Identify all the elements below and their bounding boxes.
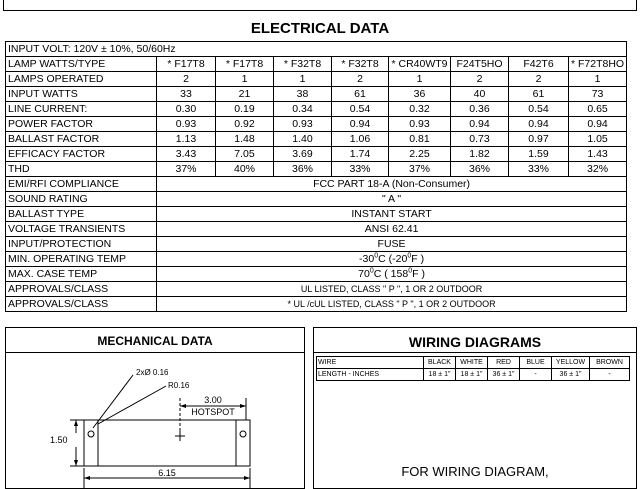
min-temp-row bbox=[6, 252, 627, 267]
row-value: 7.05 bbox=[216, 147, 274, 162]
row-value: 21 bbox=[216, 87, 274, 102]
wire-length: 18 ± 1" bbox=[424, 369, 456, 381]
mounting-hole-left bbox=[88, 431, 94, 437]
max-temp-value bbox=[157, 267, 627, 282]
row-value: 61 bbox=[332, 87, 389, 102]
wire-color: BROWN bbox=[590, 357, 630, 369]
row-value: 1.48 bbox=[216, 132, 274, 147]
spec-label: BALLAST TYPE bbox=[6, 207, 157, 222]
mechanical-drawing bbox=[6, 328, 304, 488]
row-value: 0.81 bbox=[389, 132, 451, 147]
spec-label: VOLTAGE TRANSIENTS bbox=[6, 222, 157, 237]
row-value: 1 bbox=[274, 72, 332, 87]
row-value: 0.97 bbox=[509, 132, 569, 147]
row-value: 40 bbox=[451, 87, 509, 102]
row-value: 0.30 bbox=[157, 102, 216, 117]
wire-color: YELLOW bbox=[552, 357, 590, 369]
spec-row bbox=[6, 237, 627, 252]
row-label: LAMPS OPERATED bbox=[6, 72, 157, 87]
temp-part: -30 bbox=[359, 252, 375, 265]
spec-value: " A " bbox=[157, 192, 627, 207]
wire-length: 36 ± 1" bbox=[552, 369, 590, 381]
row-value: 1 bbox=[216, 72, 274, 87]
electrical-row bbox=[6, 72, 627, 87]
wire-color: BLACK bbox=[424, 357, 456, 369]
spec-label: MIN. OPERATING TEMP bbox=[6, 252, 157, 267]
degree-mark: 0 bbox=[369, 267, 374, 274]
temp-part: F ) bbox=[411, 252, 425, 265]
spec-label: APPROVALS/CLASS bbox=[6, 297, 157, 312]
hotspot-label: HOTSPOT bbox=[191, 407, 235, 417]
row-value: F42T6 bbox=[509, 57, 569, 72]
electrical-data-table bbox=[5, 41, 627, 312]
mounting-hole-right bbox=[240, 431, 246, 437]
row-value: * F32T8 bbox=[274, 57, 332, 72]
row-value: 1.74 bbox=[332, 147, 389, 162]
row-value: 0.19 bbox=[216, 102, 274, 117]
approvals-value: UL LISTED, CLASS " P ", 1 OR 2 OUTDOOR bbox=[157, 282, 627, 297]
row-value: 0.54 bbox=[332, 102, 389, 117]
row-value: 2 bbox=[157, 72, 216, 87]
row-value: 1.43 bbox=[569, 147, 627, 162]
spec-label: SOUND RATING bbox=[6, 192, 157, 207]
length-arrow-right bbox=[244, 476, 250, 480]
electrical-row bbox=[6, 102, 627, 117]
row-value: 37% bbox=[157, 162, 216, 177]
wire-length: - bbox=[520, 369, 552, 381]
wiring-diagrams-title: WIRING DIAGRAMS bbox=[408, 334, 542, 350]
row-value: 0.94 bbox=[332, 117, 389, 132]
row-value: * F32T8 bbox=[332, 57, 389, 72]
degree-mark: 0 bbox=[374, 252, 379, 259]
row-label: THD bbox=[6, 162, 157, 177]
row-value: 0.34 bbox=[274, 102, 332, 117]
approvals-row bbox=[6, 297, 627, 312]
electrical-row bbox=[6, 87, 627, 102]
electrical-row bbox=[6, 147, 627, 162]
row-value: 0.93 bbox=[274, 117, 332, 132]
spec-row bbox=[6, 207, 627, 222]
row-value: 0.92 bbox=[216, 117, 274, 132]
wire-length: - bbox=[590, 369, 630, 381]
row-value: 0.93 bbox=[389, 117, 451, 132]
height-dimension-value: 1.50 bbox=[50, 435, 68, 445]
electrical-row bbox=[6, 132, 627, 147]
hotspot-arrow-right bbox=[240, 404, 246, 408]
row-value: F24T5HO bbox=[451, 57, 509, 72]
row-value: * F72T8HO bbox=[569, 57, 627, 72]
row-label: EFFICACY FACTOR bbox=[6, 147, 157, 162]
row-value: 0.94 bbox=[451, 117, 509, 132]
row-value: 33% bbox=[509, 162, 569, 177]
spec-value: FCC PART 18-A (Non-Consumer) bbox=[157, 177, 627, 192]
spec-row bbox=[6, 177, 627, 192]
spec-label: EMI/RFI COMPLIANCE bbox=[6, 177, 157, 192]
temp-part: 70 bbox=[358, 267, 370, 280]
row-label: INPUT WATTS bbox=[6, 87, 157, 102]
row-value: 0.54 bbox=[509, 102, 569, 117]
row-value: 1 bbox=[569, 72, 627, 87]
approvals-row bbox=[6, 282, 627, 297]
row-value: 33 bbox=[157, 87, 216, 102]
row-value: 36% bbox=[451, 162, 509, 177]
row-value: * CR40WT9 bbox=[389, 57, 451, 72]
hotspot-dimension-value: 3.00 bbox=[204, 395, 222, 405]
row-value: 0.94 bbox=[569, 117, 627, 132]
electrical-data-title: ELECTRICAL DATA bbox=[250, 20, 390, 37]
spec-label: APPROVALS/CLASS bbox=[6, 282, 157, 297]
wire-label: WIRE bbox=[317, 357, 424, 369]
row-value: 36 bbox=[389, 87, 451, 102]
top-frame bbox=[3, 0, 637, 11]
row-value: 40% bbox=[216, 162, 274, 177]
row-value: 38 bbox=[274, 87, 332, 102]
temp-part: C ( 158 bbox=[373, 267, 409, 280]
spec-row bbox=[6, 222, 627, 237]
wiring-diagrams-panel bbox=[313, 327, 637, 489]
height-arrow-bottom bbox=[74, 460, 78, 466]
hole-diameter-label: 2xØ 0.16 bbox=[136, 368, 169, 377]
row-value: 1.06 bbox=[332, 132, 389, 147]
row-value: 61 bbox=[509, 87, 569, 102]
electrical-row bbox=[6, 162, 627, 177]
row-value: 1.40 bbox=[274, 132, 332, 147]
row-value: 3.69 bbox=[274, 147, 332, 162]
row-value: 1.59 bbox=[509, 147, 569, 162]
spec-label: MAX. CASE TEMP bbox=[6, 267, 157, 282]
row-value: 0.94 bbox=[509, 117, 569, 132]
length-arrow-left bbox=[84, 476, 90, 480]
min-temp-value bbox=[157, 252, 627, 267]
row-value: 0.93 bbox=[157, 117, 216, 132]
row-value: 1.05 bbox=[569, 132, 627, 147]
degree-mark: 0 bbox=[408, 267, 413, 274]
row-label: BALLAST FACTOR bbox=[6, 132, 157, 147]
row-value: 3.43 bbox=[157, 147, 216, 162]
wire-color: BLUE bbox=[520, 357, 552, 369]
spec-row bbox=[6, 192, 627, 207]
row-value: 1 bbox=[389, 72, 451, 87]
approvals-value: * UL /cUL LISTED, CLASS " P ", 1 OR 2 OUTDOOR bbox=[157, 297, 627, 312]
wire-color-row bbox=[317, 357, 630, 369]
row-value: 2 bbox=[451, 72, 509, 87]
wire-length-row bbox=[317, 369, 630, 381]
input-volt: INPUT VOLT: 120V ± 10%, 50/60Hz bbox=[6, 42, 627, 57]
row-value: 2 bbox=[509, 72, 569, 87]
wire-length-table bbox=[316, 356, 630, 381]
row-value: 0.32 bbox=[389, 102, 451, 117]
row-label: LINE CURRENT: bbox=[6, 102, 157, 117]
corner-radius-label: R0.16 bbox=[168, 381, 190, 390]
row-value: 1.13 bbox=[157, 132, 216, 147]
spec-label: INPUT/PROTECTION bbox=[6, 237, 157, 252]
row-value: * F17T8 bbox=[157, 57, 216, 72]
degree-mark: 0 bbox=[407, 252, 412, 259]
row-value: 73 bbox=[569, 87, 627, 102]
row-value: 0.73 bbox=[451, 132, 509, 147]
mechanical-data-panel bbox=[5, 327, 305, 489]
row-value: 0.36 bbox=[451, 102, 509, 117]
ballast-case-outline bbox=[84, 420, 250, 466]
row-value: 1.82 bbox=[451, 147, 509, 162]
electrical-row bbox=[6, 57, 627, 72]
row-label: POWER FACTOR bbox=[6, 117, 157, 132]
height-arrow-top bbox=[74, 420, 78, 426]
temp-part: C (-20 bbox=[378, 252, 408, 265]
wiring-title-rule bbox=[314, 352, 636, 353]
electrical-row bbox=[6, 117, 627, 132]
row-value: 37% bbox=[389, 162, 451, 177]
wiring-diagram-note: FOR WIRING DIAGRAM, bbox=[401, 464, 549, 479]
row-value: 36% bbox=[274, 162, 332, 177]
radius-leader-line bbox=[98, 386, 166, 424]
row-value: 33% bbox=[332, 162, 389, 177]
row-value: 2.25 bbox=[389, 147, 451, 162]
wire-color: WHITE bbox=[456, 357, 488, 369]
spec-value: ANSI 62.41 bbox=[157, 222, 627, 237]
max-temp-row bbox=[6, 267, 627, 282]
mechanical-data-title: MECHANICAL DATA bbox=[97, 334, 213, 348]
wire-color: RED bbox=[488, 357, 520, 369]
spec-value: INSTANT START bbox=[157, 207, 627, 222]
row-label: LAMP WATTS/TYPE bbox=[6, 57, 157, 72]
row-value: * F17T8 bbox=[216, 57, 274, 72]
row-value: 32% bbox=[569, 162, 627, 177]
length-label: LENGTH - INCHES bbox=[317, 369, 424, 381]
hotspot-arrow-left bbox=[180, 404, 186, 408]
spec-value: FUSE bbox=[157, 237, 627, 252]
wire-length: 36 ± 1" bbox=[488, 369, 520, 381]
wire-length: 18 ± 1" bbox=[456, 369, 488, 381]
input-volt-row bbox=[6, 42, 627, 57]
row-value: 2 bbox=[332, 72, 389, 87]
row-value: 0.65 bbox=[569, 102, 627, 117]
temp-part: F ) bbox=[412, 267, 425, 280]
length-dimension-value: 6.15 bbox=[158, 468, 176, 478]
